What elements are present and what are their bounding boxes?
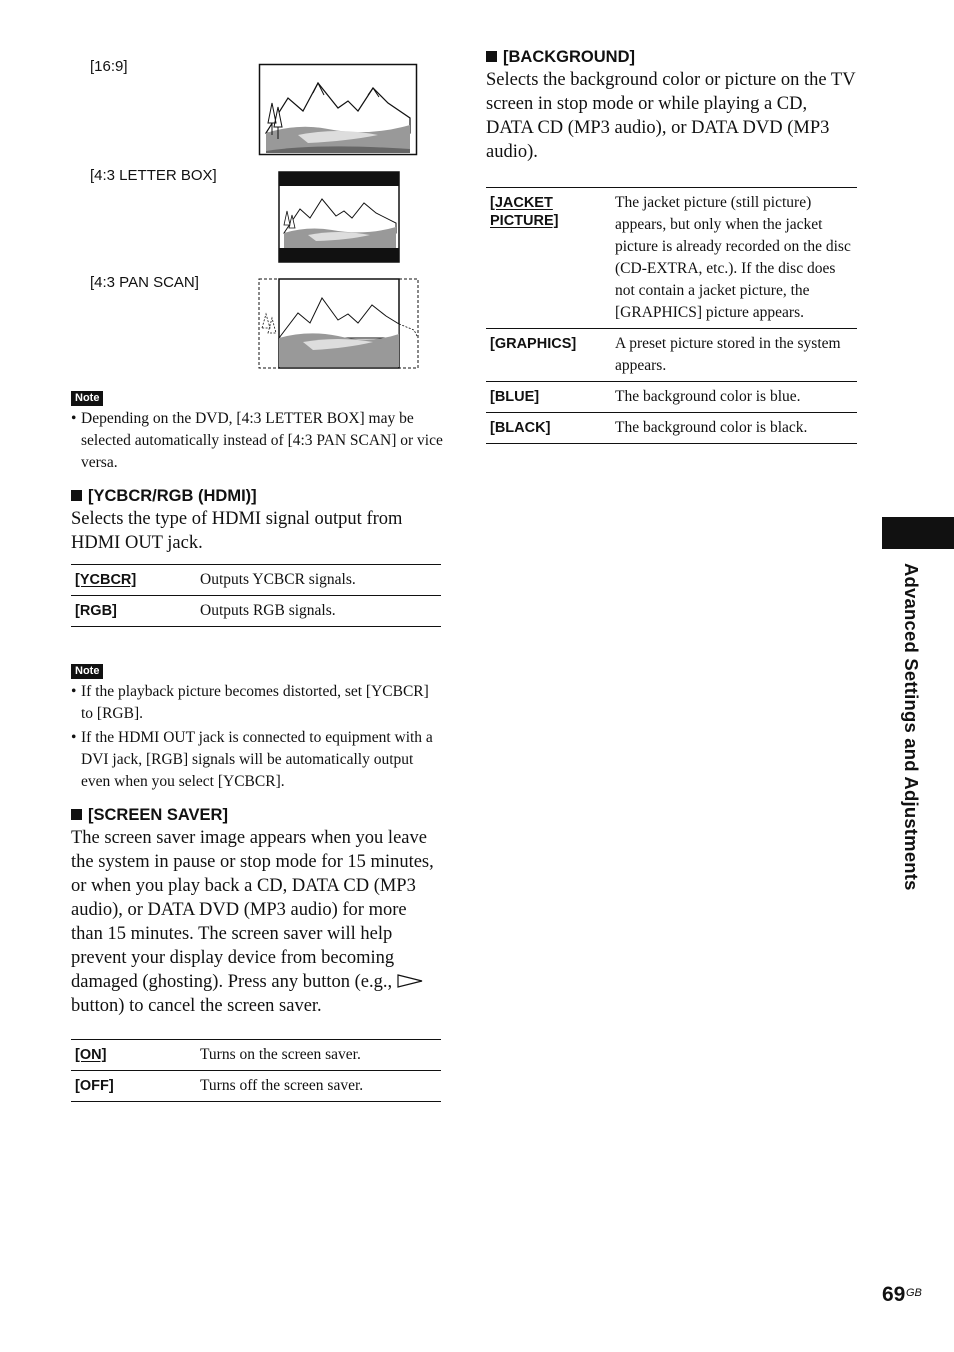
note-item: • Depending on the DVD, [4:3 LETTER BOX] may be selected automatically instead of [4:3 PAN SCAN] or vice versa. <box>71 408 443 474</box>
note-list <box>71 408 443 476</box>
option-label-pan-scan: [4:3 PAN SCAN] <box>90 274 199 291</box>
background-options-table <box>486 187 857 444</box>
section-heading-screen-saver: [SCREEN SAVER] <box>71 805 228 825</box>
play-button-icon <box>397 974 423 988</box>
table-row <box>71 1071 441 1102</box>
option-value: Turns on the screen saver. <box>200 1046 361 1063</box>
note-badge: Note <box>71 664 103 679</box>
option-key: [OFF] <box>75 1078 114 1094</box>
section-heading-ycbcr-rgb: [YCBCR/RGB (HDMI)] <box>71 486 257 506</box>
note-item: • If the HDMI OUT jack is connected to equipment with a DVI jack, [RGB] signals will be automatically output even when you select [YCBCR]. <box>71 727 443 793</box>
note-badge: Note <box>71 391 103 406</box>
option-value: A preset picture stored in the system appears. <box>615 335 841 374</box>
note-item: • If the playback picture becomes distorted, set [YCBCR] to [RGB]. <box>71 681 443 725</box>
table-row <box>71 565 441 596</box>
option-value: Outputs YCBCR signals. <box>200 571 356 588</box>
ycbcr-options-table <box>71 564 441 627</box>
chapter-side-label: Advanced Settings and Adjustments <box>901 563 922 891</box>
table-row <box>486 329 857 382</box>
option-key: [JACKET PICTURE] <box>490 195 559 229</box>
section-heading-background: [BACKGROUND] <box>486 47 635 67</box>
option-key: [RGB] <box>75 603 117 619</box>
option-value: The background color is black. <box>615 419 808 436</box>
wide-screen-illustration <box>258 63 418 156</box>
table-row <box>486 382 857 413</box>
option-label-letter-box: [4:3 LETTER BOX] <box>90 167 217 184</box>
pan-scan-illustration <box>258 278 420 370</box>
page-number-suffix: GB <box>906 1287 922 1299</box>
page-number: 69 <box>882 1283 906 1306</box>
ycbcr-description: Selects the type of HDMI signal output from HDMI OUT jack. <box>71 509 403 553</box>
square-bullet-icon <box>71 809 82 820</box>
letter-box-illustration <box>278 171 400 263</box>
option-label-16-9: [16:9] <box>90 58 128 75</box>
table-row <box>486 188 857 329</box>
table-row <box>71 1040 441 1071</box>
note-list <box>71 681 443 795</box>
chapter-tab-marker <box>882 517 954 549</box>
option-value: Outputs RGB signals. <box>200 602 336 619</box>
square-bullet-icon <box>71 490 82 501</box>
table-row <box>71 596 441 627</box>
option-key: [GRAPHICS] <box>490 336 577 352</box>
option-value: The jacket picture (still picture) appears, but only when the jacket picture is already recorded on the disc (CD-EXTRA, etc.). If the disc does not contain a jacket picture, the [GRAPHICS] picture appears. <box>615 194 851 321</box>
option-key: [BLACK] <box>490 420 551 436</box>
option-key: [YCBCR] <box>75 572 137 588</box>
background-description: Selects the background color or picture on the TV screen in stop mode or while playing a CD, DATA CD (MP3 audio), or DATA DVD (MP3 audio). <box>486 70 856 162</box>
option-key: [BLUE] <box>490 389 540 405</box>
option-value: Turns off the screen saver. <box>200 1077 364 1094</box>
option-key: [ON] <box>75 1047 107 1063</box>
screen-saver-description: The screen saver image appears when you leave the system in pause or stop mode for 15 minutes, or when you play back a CD, DATA CD (MP3 audio), or DATA DVD (MP3 audio) for more than 15 minutes. The screen saver will help prevent your display device from becoming damaged (ghosting). Press any button (e.g., button) to cancel the screen saver. <box>71 828 434 1016</box>
option-value: The background color is blue. <box>615 388 801 405</box>
table-row <box>486 413 857 444</box>
screen-saver-options-table <box>71 1039 441 1102</box>
square-bullet-icon <box>486 51 497 62</box>
